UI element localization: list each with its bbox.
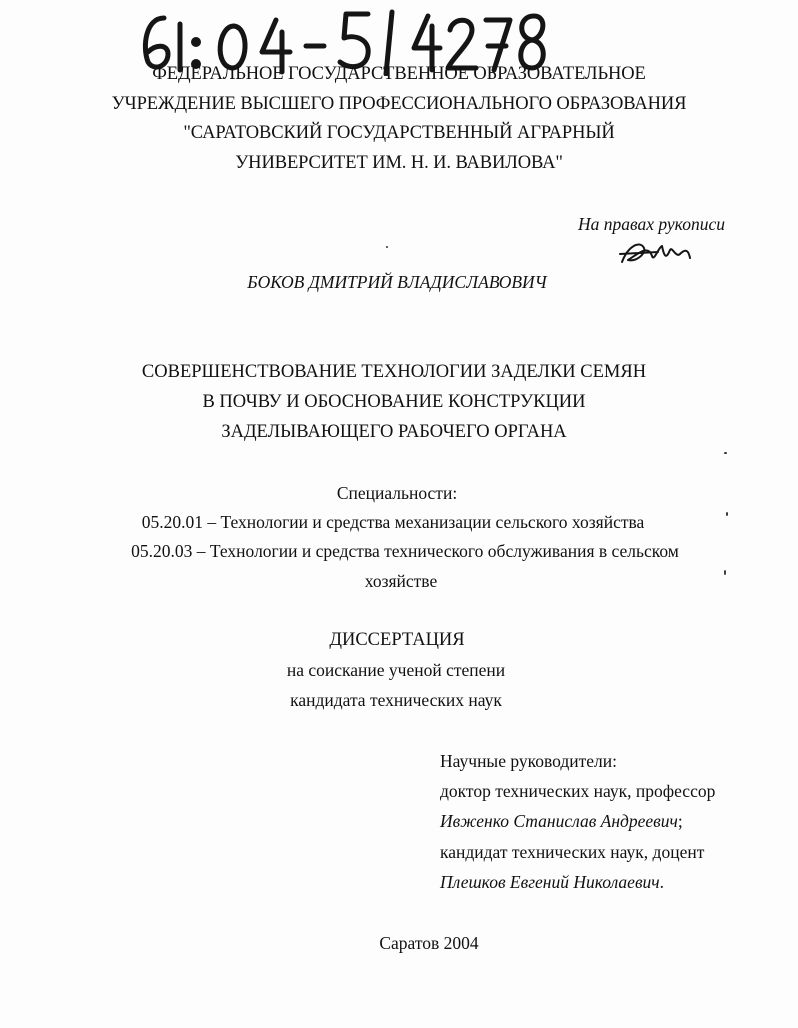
specialty-line-3: хозяйстве xyxy=(364,571,438,591)
supervisor-2-title: кандидат технических наук, доцент xyxy=(440,842,705,862)
degree-line-1: на соискание ученой степени xyxy=(286,660,506,680)
margin-speck xyxy=(724,452,727,454)
supervisor-1 xyxy=(440,811,683,832)
title-line-1: СОВЕРШЕНСТВОВАНИЕ ТЕХНОЛОГИИ ЗАДЕЛКИ СЕМЯН xyxy=(141,362,647,382)
supervisors-heading: Научные руководители: xyxy=(440,751,617,771)
signature xyxy=(618,236,694,268)
work-type: ДИССЕРТАЦИЯ xyxy=(329,630,465,650)
supervisor-2 xyxy=(440,872,664,893)
author-name: БОКОВ ДМИТРИЙ ВЛАДИСЛАВОВИЧ xyxy=(247,272,547,292)
title-line-3: ЗАДЕЛЫВАЮЩЕГО РАБОЧЕГО ОРГАНА xyxy=(221,422,567,442)
specialties-heading: Специальности: xyxy=(336,483,458,503)
supervisor-1-title: доктор технических наук, профессор xyxy=(440,781,716,801)
supervisor-1-punct: ; xyxy=(677,811,683,831)
specialty-line-2: 05.20.03 – Технологии и средства технического обслуживания в сельском xyxy=(131,541,679,561)
manuscript-note: На правах рукописи xyxy=(578,214,725,234)
supervisor-2-name: Плешков Евгений Николаевич xyxy=(440,872,660,892)
supervisor-2-punct: . xyxy=(659,872,665,892)
supervisor-1-name: Ивженко Станислав Андреевич xyxy=(440,811,678,831)
specialty-line-1: 05.20.01 – Технологии и средства механизации сельского хозяйства xyxy=(141,512,645,532)
institution-line-1: ФЕДЕРАЛЬНОЕ ГОСУДАРСТВЕННОЕ ОБРАЗОВАТЕЛЬНОЕ xyxy=(152,64,646,84)
degree-line-2: кандидата технических наук xyxy=(290,690,502,710)
city-year: Саратов 2004 xyxy=(379,933,479,953)
institution-line-4: УНИВЕРСИТЕТ ИМ. Н. И. ВАВИЛОВА" xyxy=(235,153,563,173)
paper-speck xyxy=(386,246,388,248)
title-line-2: В ПОЧВУ И ОБОСНОВАНИЕ КОНСТРУКЦИИ xyxy=(202,392,586,412)
institution-line-3: "САРАТОВСКИЙ ГОСУДАРСТВЕННЫЙ АГРАРНЫЙ xyxy=(183,123,615,143)
institution-line-2: УЧРЕЖДЕНИЕ ВЫСШЕГО ПРОФЕССИОНАЛЬНОГО ОБРАЗОВАНИЯ xyxy=(111,94,687,114)
